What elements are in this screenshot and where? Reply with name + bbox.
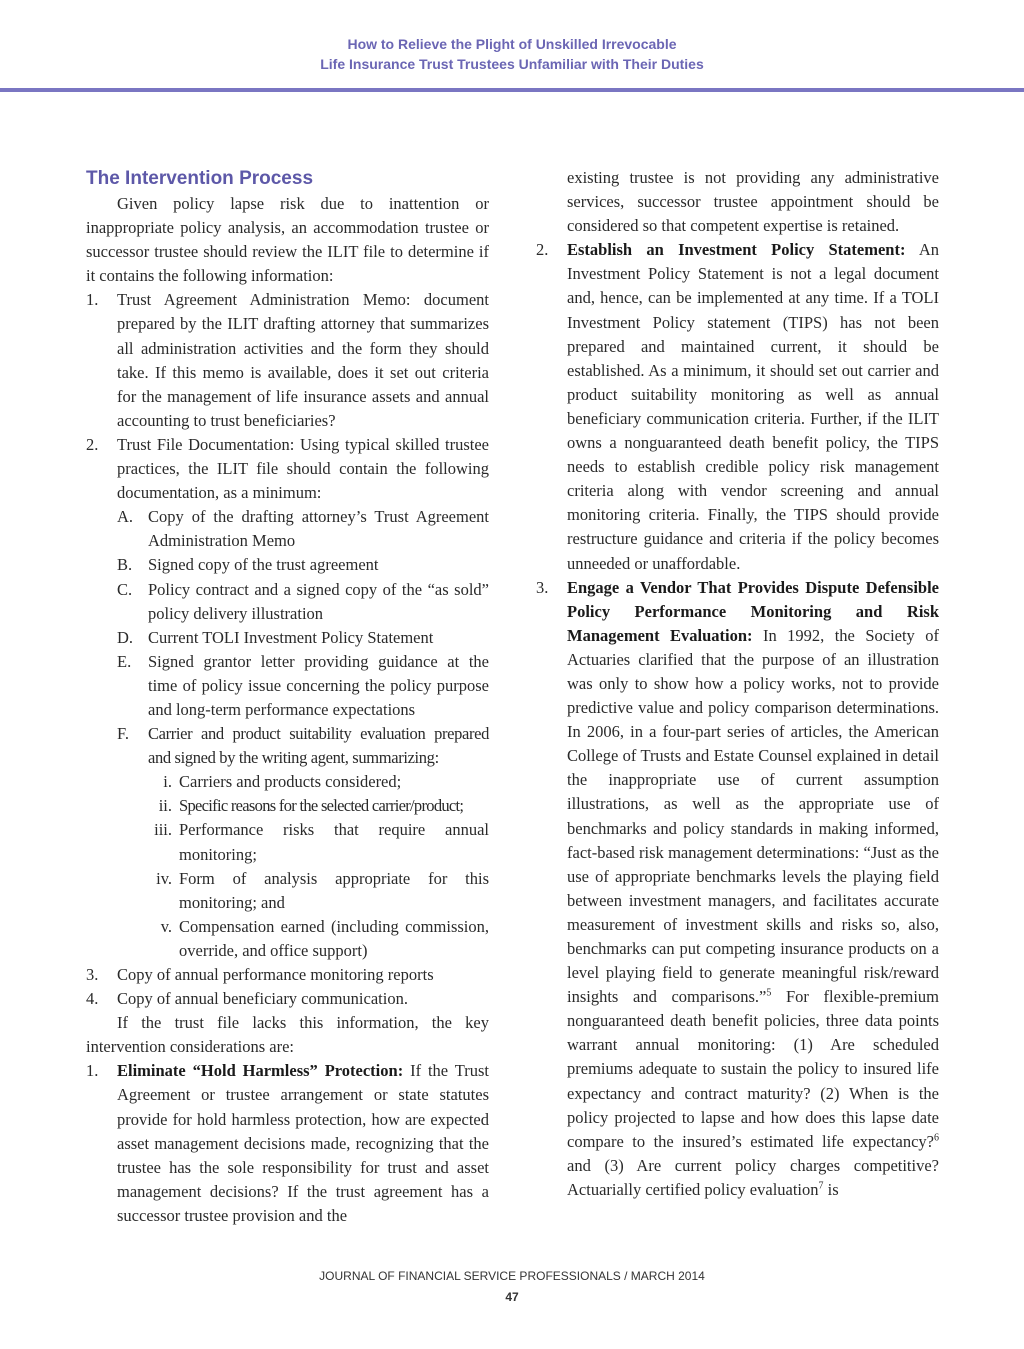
footnote-ref: 6 bbox=[934, 1132, 939, 1144]
consideration-number: 2. bbox=[536, 240, 549, 260]
sub-list-item bbox=[117, 553, 489, 577]
running-head-line1: How to Relieve the Plight of Unskilled Irrevocable bbox=[347, 36, 677, 52]
consideration-body: If the Trust Agreement or trustee arrangement or state statutes provide for hold harmless protection, how are expected asset management decisions made, recognizing that the trustee has the sole responsibility for trust and asset management decisions? If the trust agreement has a successor trustee provision and the bbox=[117, 1061, 489, 1225]
sub-list-letter: D. bbox=[117, 627, 134, 647]
roman-list-item bbox=[148, 915, 489, 963]
consideration-body: and (3) Are current policy charges competitive? Actuarially certified policy evaluation bbox=[567, 1155, 939, 1199]
footnote-ref: 7 bbox=[818, 1180, 824, 1192]
intro-paragraph: Given policy lapse risk due to inattention or inappropriate policy analysis, an accommodation trustee or successor trustee should review the ILIT file to determine if it contains the following information: bbox=[86, 194, 489, 286]
list-item bbox=[86, 963, 489, 987]
sub-list-letter: C. bbox=[117, 579, 133, 599]
roman-list-text: Specific reasons for the selected carrier/product; bbox=[179, 796, 464, 816]
sub-list-item bbox=[117, 626, 489, 650]
list-item bbox=[86, 288, 489, 433]
sub-list-text: Policy contract and a signed copy of the “as sold” policy delivery illustration bbox=[148, 579, 489, 623]
roman-list-item bbox=[148, 867, 489, 915]
lacks-paragraph: If the trust file lacks this information, the key intervention considerations are: bbox=[86, 1013, 489, 1057]
consideration-text bbox=[567, 238, 939, 575]
list-number: 1. bbox=[86, 290, 99, 310]
consideration-item bbox=[536, 238, 939, 575]
sub-list-letter: A. bbox=[117, 507, 134, 527]
roman-numeral: iv. bbox=[156, 868, 172, 888]
continued-paragraph: existing trustee is not providing any administrative services, successor trustee appointment should be considered so that competent expertise is retained. bbox=[567, 168, 939, 236]
roman-list-text: Compensation earned (including commission, override, and office support) bbox=[179, 916, 489, 960]
consideration-body: For flexible-premium nonguaranteed death benefit policies, three data points warrant annual monitoring: (1) Are scheduled premiums adequate to sustain the policy to insured life expectancy and contract maturity? (2) When is the policy projected to lapse and how does this lapse date compare to the insured’s estimated life expectancy? bbox=[567, 987, 939, 1151]
sub-list-text: Carrier and product suitability evaluation prepared and signed by the writing agent, summarizing: bbox=[148, 724, 489, 768]
roman-list-text: Performance risks that require annual monitoring; bbox=[179, 820, 489, 864]
roman-list-text: Form of analysis appropriate for this monitoring; and bbox=[179, 868, 489, 912]
consideration-body: An Investment Policy Statement is not a legal document and, hence, can be implemented at any time. If a TOLI Investment Policy statement (TIPS) has not been prepared and maintained current, it should be established. As a minimum, it should set out carrier and product suitability monitoring as well as annual beneficiary communication criteria. Further, if the ILIT owns a nonguaranteed death benefit policy, the TIPS needs to establish credible policy risk management criteria along with vendor screening and annual monitoring criteria. Finally, the TIPS should provide restructure guidance and criteria if the policy becomes unneeded or unaffordable. bbox=[567, 240, 939, 573]
roman-numeral: ii. bbox=[158, 796, 172, 816]
sub-list-text: Copy of the drafting attorney’s Trust Agreement Administration Memo bbox=[148, 507, 489, 551]
consideration-item bbox=[536, 576, 939, 1202]
sub-list-item bbox=[117, 722, 489, 770]
right-column bbox=[536, 166, 939, 1202]
sub-list-item bbox=[117, 505, 489, 553]
roman-list-item bbox=[148, 770, 489, 794]
consideration-text bbox=[567, 576, 939, 1202]
list-text: Copy of annual beneficiary communication. bbox=[117, 989, 408, 1009]
consideration-item bbox=[86, 1059, 489, 1228]
section-heading: The Intervention Process bbox=[86, 168, 314, 189]
consideration-text bbox=[117, 1059, 489, 1228]
list-item bbox=[86, 987, 489, 1011]
consideration-title: Engage a Vendor That Provides Dispute Defensible Policy Performance Monitoring and Risk Management Evaluation: bbox=[567, 577, 939, 645]
list-text: Trust File Documentation: Using typical skilled trustee practices, the ILIT file should contain the following documentation, as a minimum: bbox=[117, 434, 489, 503]
roman-list-item bbox=[148, 818, 489, 866]
sub-list-letter: F. bbox=[117, 724, 129, 744]
list-text: Copy of annual performance monitoring reports bbox=[117, 965, 434, 984]
footnote-ref: 5 bbox=[766, 987, 772, 999]
list-text: Trust Agreement Administration Memo: document prepared by the ILIT drafting attorney that summarizes all administration activities and the form they should take. If this memo is available, does it set out criteria for the management of life insurance assets and annual accounting to trust beneficiaries? bbox=[117, 290, 489, 430]
sub-list-text: Signed grantor letter providing guidance at the time of policy issue concerning the policy purpose and long-term performance expectations bbox=[148, 651, 489, 719]
roman-list-item bbox=[148, 794, 489, 818]
consideration-title: Establish an Investment Policy Statement: bbox=[567, 240, 906, 260]
roman-numeral: iii. bbox=[154, 820, 172, 840]
roman-numeral: i. bbox=[163, 772, 172, 792]
running-head-line2: Life Insurance Trust Trustees Unfamiliar with Their Duties bbox=[320, 56, 704, 72]
journal-footer: JOURNAL OF FINANCIAL SERVICE PROFESSIONALS / MARCH 2014 bbox=[319, 1269, 705, 1283]
sub-list-item bbox=[117, 578, 489, 626]
left-column bbox=[86, 166, 489, 1228]
list-number: 4. bbox=[86, 989, 99, 1009]
header-rule bbox=[0, 88, 1024, 92]
sub-list-item bbox=[117, 650, 489, 722]
running-head bbox=[0, 34, 1024, 74]
sub-list-text: Current TOLI Investment Policy Statement bbox=[148, 627, 434, 647]
page-number: 47 bbox=[505, 1290, 519, 1304]
consideration-body: is bbox=[823, 1179, 839, 1199]
consideration-number: 1. bbox=[86, 1061, 99, 1081]
roman-list-text: Carriers and products considered; bbox=[179, 772, 402, 792]
roman-numeral: v. bbox=[160, 916, 172, 936]
list-number: 2. bbox=[86, 434, 99, 454]
sub-list-text: Signed copy of the trust agreement bbox=[148, 555, 379, 575]
list-number: 3. bbox=[86, 965, 99, 984]
sub-list-letter: E. bbox=[117, 651, 132, 671]
consideration-number: 3. bbox=[536, 577, 549, 597]
consideration-title: Eliminate “Hold Harmless” Protection: bbox=[117, 1061, 404, 1081]
sub-list-letter: B. bbox=[117, 555, 133, 575]
list-item bbox=[86, 433, 489, 505]
consideration-body: In 1992, the Society of Actuaries clarified that the purpose of an illustration was only to show how a policy works, not to provide predictive value and policy comparison determinations. In 2006, in a four-part series of articles, the American College of Trusts and Estate Counsel explained in detail the inappropriate use of current assumption illustrations, as well as the appropriate use of benchmarks and policy standards in making informed, fact-based risk management determinations: “Just as the use of appropriate benchmarks levels the playing field between investment managers, and facilitates accurate measurement of investment skills and risks so, also, benchmarks can put competing insurance products on a level playing field to generate meaningful risk/reward insights and comparisons.” bbox=[567, 625, 939, 1007]
